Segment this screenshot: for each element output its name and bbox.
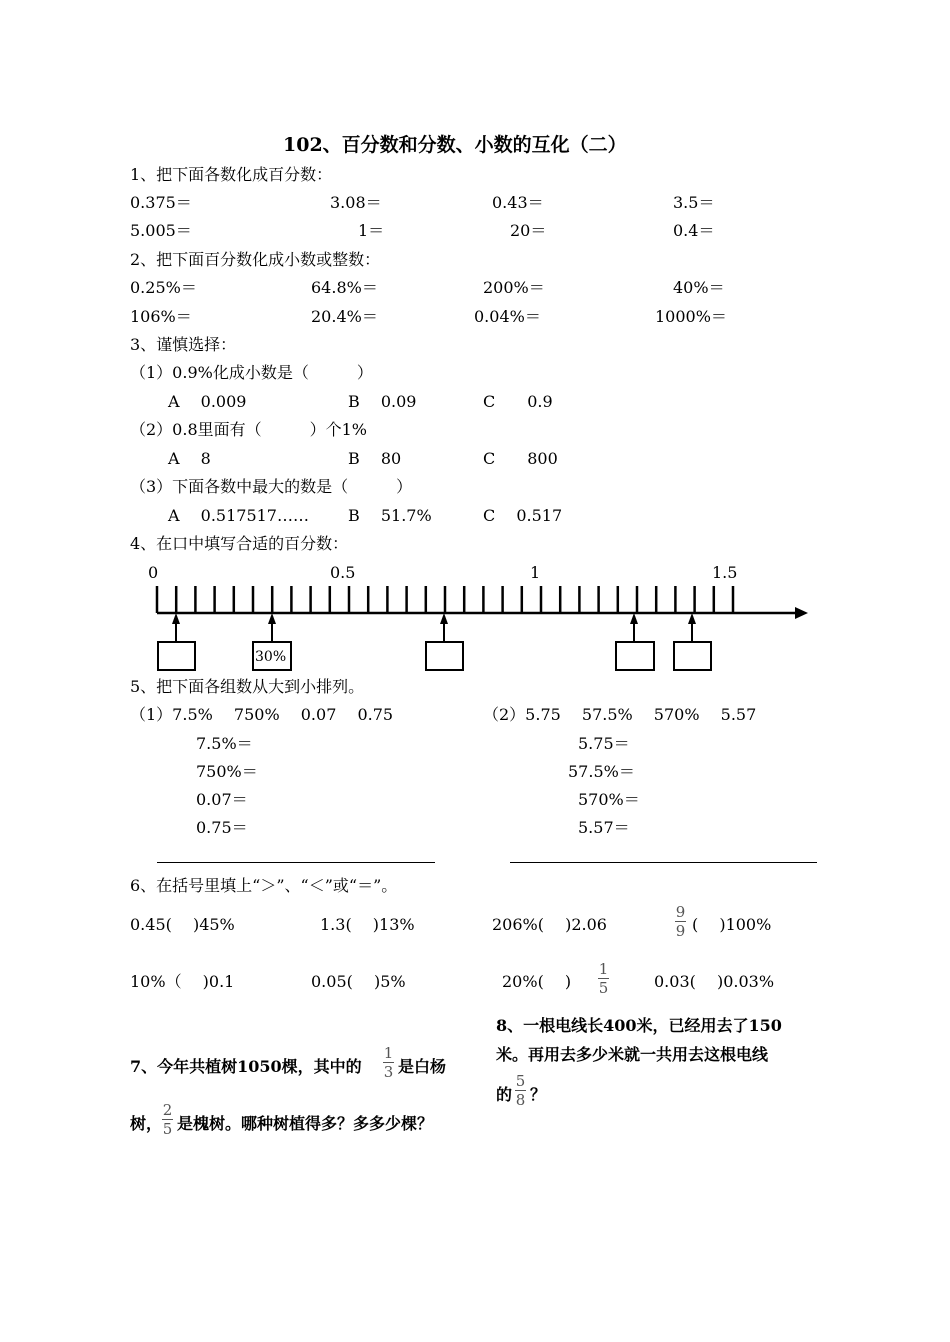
q8-text: 8、一根电线长400米，已经用去了150 [496,1016,782,1035]
q7-text: 树， [130,1114,163,1133]
q3-option: B 51.7% [348,506,432,525]
fraction-1-5: 1 5 [598,960,609,997]
answer-box[interactable]: 30% [252,641,292,671]
q3-option: B 0.09 [348,392,417,411]
q1-item: 1＝ [358,221,385,240]
q1-item: 0.43＝ [492,193,544,212]
q5-group1-header: （1）7.5% 750% 0.07 0.75 [130,705,394,724]
q6-heading: 6、在括号里填上“＞”、“＜”或“＝”。 [130,876,398,895]
answer-line[interactable] [157,862,435,863]
pointer-arrow-icon [688,613,696,641]
q4-heading: 4、在口中填写合适的百分数： [130,534,349,553]
q8-text: 的 [496,1085,513,1104]
tick-label: 1 [530,563,541,582]
q5-group2-header: （2）5.75 57.5% 570% 5.57 [483,705,757,724]
q5-item: 750%＝ [196,762,258,781]
q6-item: 20%( ) [502,972,572,991]
tick-label: 0 [148,563,159,582]
answer-box[interactable] [157,641,196,671]
q3-option: B 80 [348,449,402,468]
q3-option: A 8 [168,449,211,468]
q6-item: 0.05( )5% [311,972,406,991]
q3-question: （1）0.9%化成小数是（ ） [130,363,373,382]
pointer-arrow-icon [172,613,180,641]
q8-text: ？ [530,1085,547,1104]
q1-item: 0.375＝ [130,193,192,212]
answer-box[interactable] [673,641,712,671]
pointer-arrow-icon [268,613,276,641]
fraction-2-5: 2 5 [162,1101,173,1138]
q2-item: 0.25%＝ [130,278,197,297]
q3-option: C 0.517 [483,506,563,525]
q2-item: 40%＝ [673,278,725,297]
q7-text: 是槐树。哪种树植得多？多多少棵？ [177,1114,434,1133]
q1-item: 20＝ [510,221,547,240]
q6-item: 10%（ )0.1 [130,972,235,991]
fraction-9-9: 9 9 [675,903,686,940]
answer-line[interactable] [510,862,817,863]
q5-item: 0.07＝ [196,790,248,809]
q6-item: ( )100% [692,915,772,934]
q3-option: C 0.9 [483,392,553,411]
answer-box[interactable] [615,641,655,671]
q2-item: 106%＝ [130,307,192,326]
q3-option: C 800 [483,449,558,468]
q5-item: 570%＝ [578,790,640,809]
fraction-1-3: 1 3 [383,1044,394,1081]
q3-question: （3）下面各数中最大的数是（ ） [130,477,413,496]
q6-item: 0.45( )45% [130,915,235,934]
fraction-5-8: 5 8 [515,1072,526,1109]
q2-item: 200%＝ [483,278,545,297]
q1-item: 3.5＝ [673,193,715,212]
tick-label: 1.5 [712,563,738,582]
q1-item: 0.4＝ [673,221,715,240]
q3-option: A 0.517517…… [168,506,309,525]
pointer-arrow-icon [630,613,638,641]
arrow-head-icon [795,607,808,619]
q2-item: 1000%＝ [655,307,727,326]
q7-text: 是白杨 [398,1057,447,1076]
q6-item: 0.03( )0.03% [654,972,775,991]
tick-label: 0.5 [330,563,356,582]
q6-item: 206%( )2.06 [492,915,607,934]
q2-item: 0.04%＝ [474,307,541,326]
q2-item: 64.8%＝ [311,278,378,297]
q3-option: A 0.009 [168,392,247,411]
q5-item: 7.5%＝ [196,734,253,753]
q5-item: 5.75＝ [578,734,630,753]
answer-box[interactable] [425,641,464,671]
q8-text: 米。再用去多少米就一共用去这根电线 [496,1045,769,1064]
q1-heading: 1、把下面各数化成百分数： [130,165,333,184]
q2-heading: 2、把下面百分数化成小数或整数： [130,250,381,269]
q3-question: （2）0.8里面有（ ）个1% [130,420,368,439]
q1-item: 5.005＝ [130,221,192,240]
q2-item: 20.4%＝ [311,307,378,326]
q5-item: 57.5%＝ [568,762,635,781]
pointer-arrow-icon [440,613,448,641]
q5-item: 5.57＝ [578,818,630,837]
q1-item: 3.08＝ [330,193,382,212]
q7-text: 7、今年共植树1050棵，其中的 [130,1057,362,1076]
q5-item: 0.75＝ [196,818,248,837]
q6-item: 1.3( )13% [320,915,415,934]
q3-heading: 3、谨慎选择： [130,335,237,354]
page-title: 102、百分数和分数、小数的互化（二） [283,134,627,156]
q5-heading: 5、把下面各组数从大到小排列。 [130,677,365,696]
